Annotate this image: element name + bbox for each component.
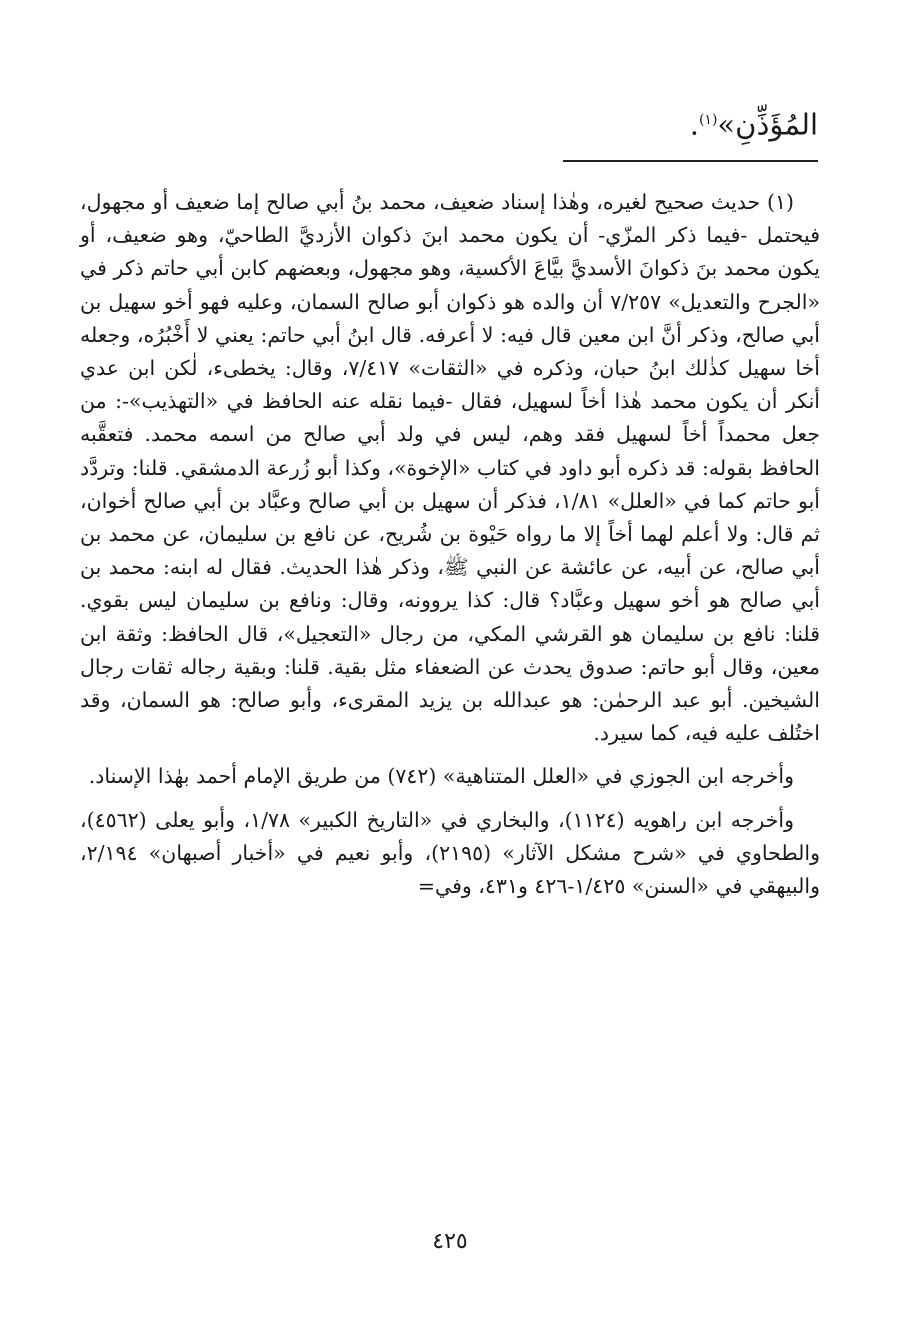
footnote-paragraph-1: (١) حديث صحيح لغيره، وهٰذا إسناد ضعيف، محمد بنُ أبي صالح إما ضعيف أو مجهول، فيحتمل -فيما ذكر المزّي- أن يكون محمد ابنَ ذكوان الأزديَّ الطاحيّ، وهو ضعيف، أو يكون محمد بنَ ذكوانَ الأسديَّ بيَّاعَ الأكسية، وهو مجهول، وبعضهم كابن أبي حاتم ذكر في «الجرح والتعديل» ٧/٢٥٧ أن والده هو ذكوان أبو صالح السمان، وعليه فهو أخو سهيل بن أبي صالح، وذكر أنَّ ابن معين قال فيه: لا أعرفه. قال ابنُ أبي حاتم: يعني لا أَخْبُرُه، وجعله أخا سهيل كذٰلك ابنُ حبان، وذكره في «الثقات» ٧/٤١٧، وقال: يخطىء، لٰكن ابن عدي أنكر أن يكون محمد هٰذا أخاً لسهيل، فقال -فيما نقله عنه الحافظ في «التهذيب»-: من جعل محمداً أخاً لسهيل فقد وهم، ليس في ولد أبي صالح من اسمه محمد. فتعقَّبه الحافظ بقوله: قد ذكره أبو داود في كتاب «الإخوة»، وكذا أبو زُرعة الدمشقي. قلنا: وتردَّد أبو حاتم كما في «العلل» ١/٨١، فذكر أن سهيل بن أبي صالح وعبَّاد بن أبي صالح أخوان، ثم قال: ولا أعلم لهما أخاً إلا ما رواه حَيْوة بن شُريح، عن نافع بن سليمان، عن محمد بن أبي صالح، عن أبيه، عن عائشة عن النبي ﷺ، وذكر هٰذا الحديث. فقال له ابنه: محمد بن أبي صالح هو أخو سهيل وعبَّاد؟ قال: كذا يروونه، وقال: ونافع بن سليمان ليس بقوي. قلنا: نافع بن سليمان هو القرشي المكي، من رجال «التعجيل»، قال الحافظ: وثقة ابن معين، وقال أبو حاتم: صدوق يحدث عن الضعفاء مثل بقية. قلنا: وبقية رجاله ثقات رجال الشيخين. أبو عبد الرحمٰن: هو عبدالله بن يزيد المقرىء، وأبو صالح: هو السمان، وقد اختُلف عليه فيه، كما سيرد. — [80, 190, 820, 746]
footnote-paragraph-2: وأخرجه ابن الجوزي في «العلل المتناهية» (٧٤٢) من طريق الإمام أحمد بهٰذا الإسناد. — [88, 764, 794, 789]
main-text — [98, 98, 818, 147]
page-number: ٤٢٥ — [432, 1229, 468, 1254]
footnotes-section — [80, 186, 820, 903]
main-text-period: . — [689, 107, 699, 142]
main-text-word: المُؤَذِّنِ» — [717, 107, 818, 142]
footnote-divider — [563, 160, 818, 162]
footnote-paragraph-3: وأخرجه ابن راهويه (١١٢٤)، والبخاري في «التاريخ الكبير» ١/٧٨، وأبو يعلى (٤٥٦٢)، والطحاوي في «شرح مشكل الآثار» (٢١٩٥)، وأبو نعيم في «أخبار أصبهان» ٢/١٩٤، والبيهقي في «السنن» ١/٤٢٥-٤٢٦ و٤٣١، وفي= — [80, 807, 820, 899]
footnote-reference: (١) — [698, 112, 718, 128]
